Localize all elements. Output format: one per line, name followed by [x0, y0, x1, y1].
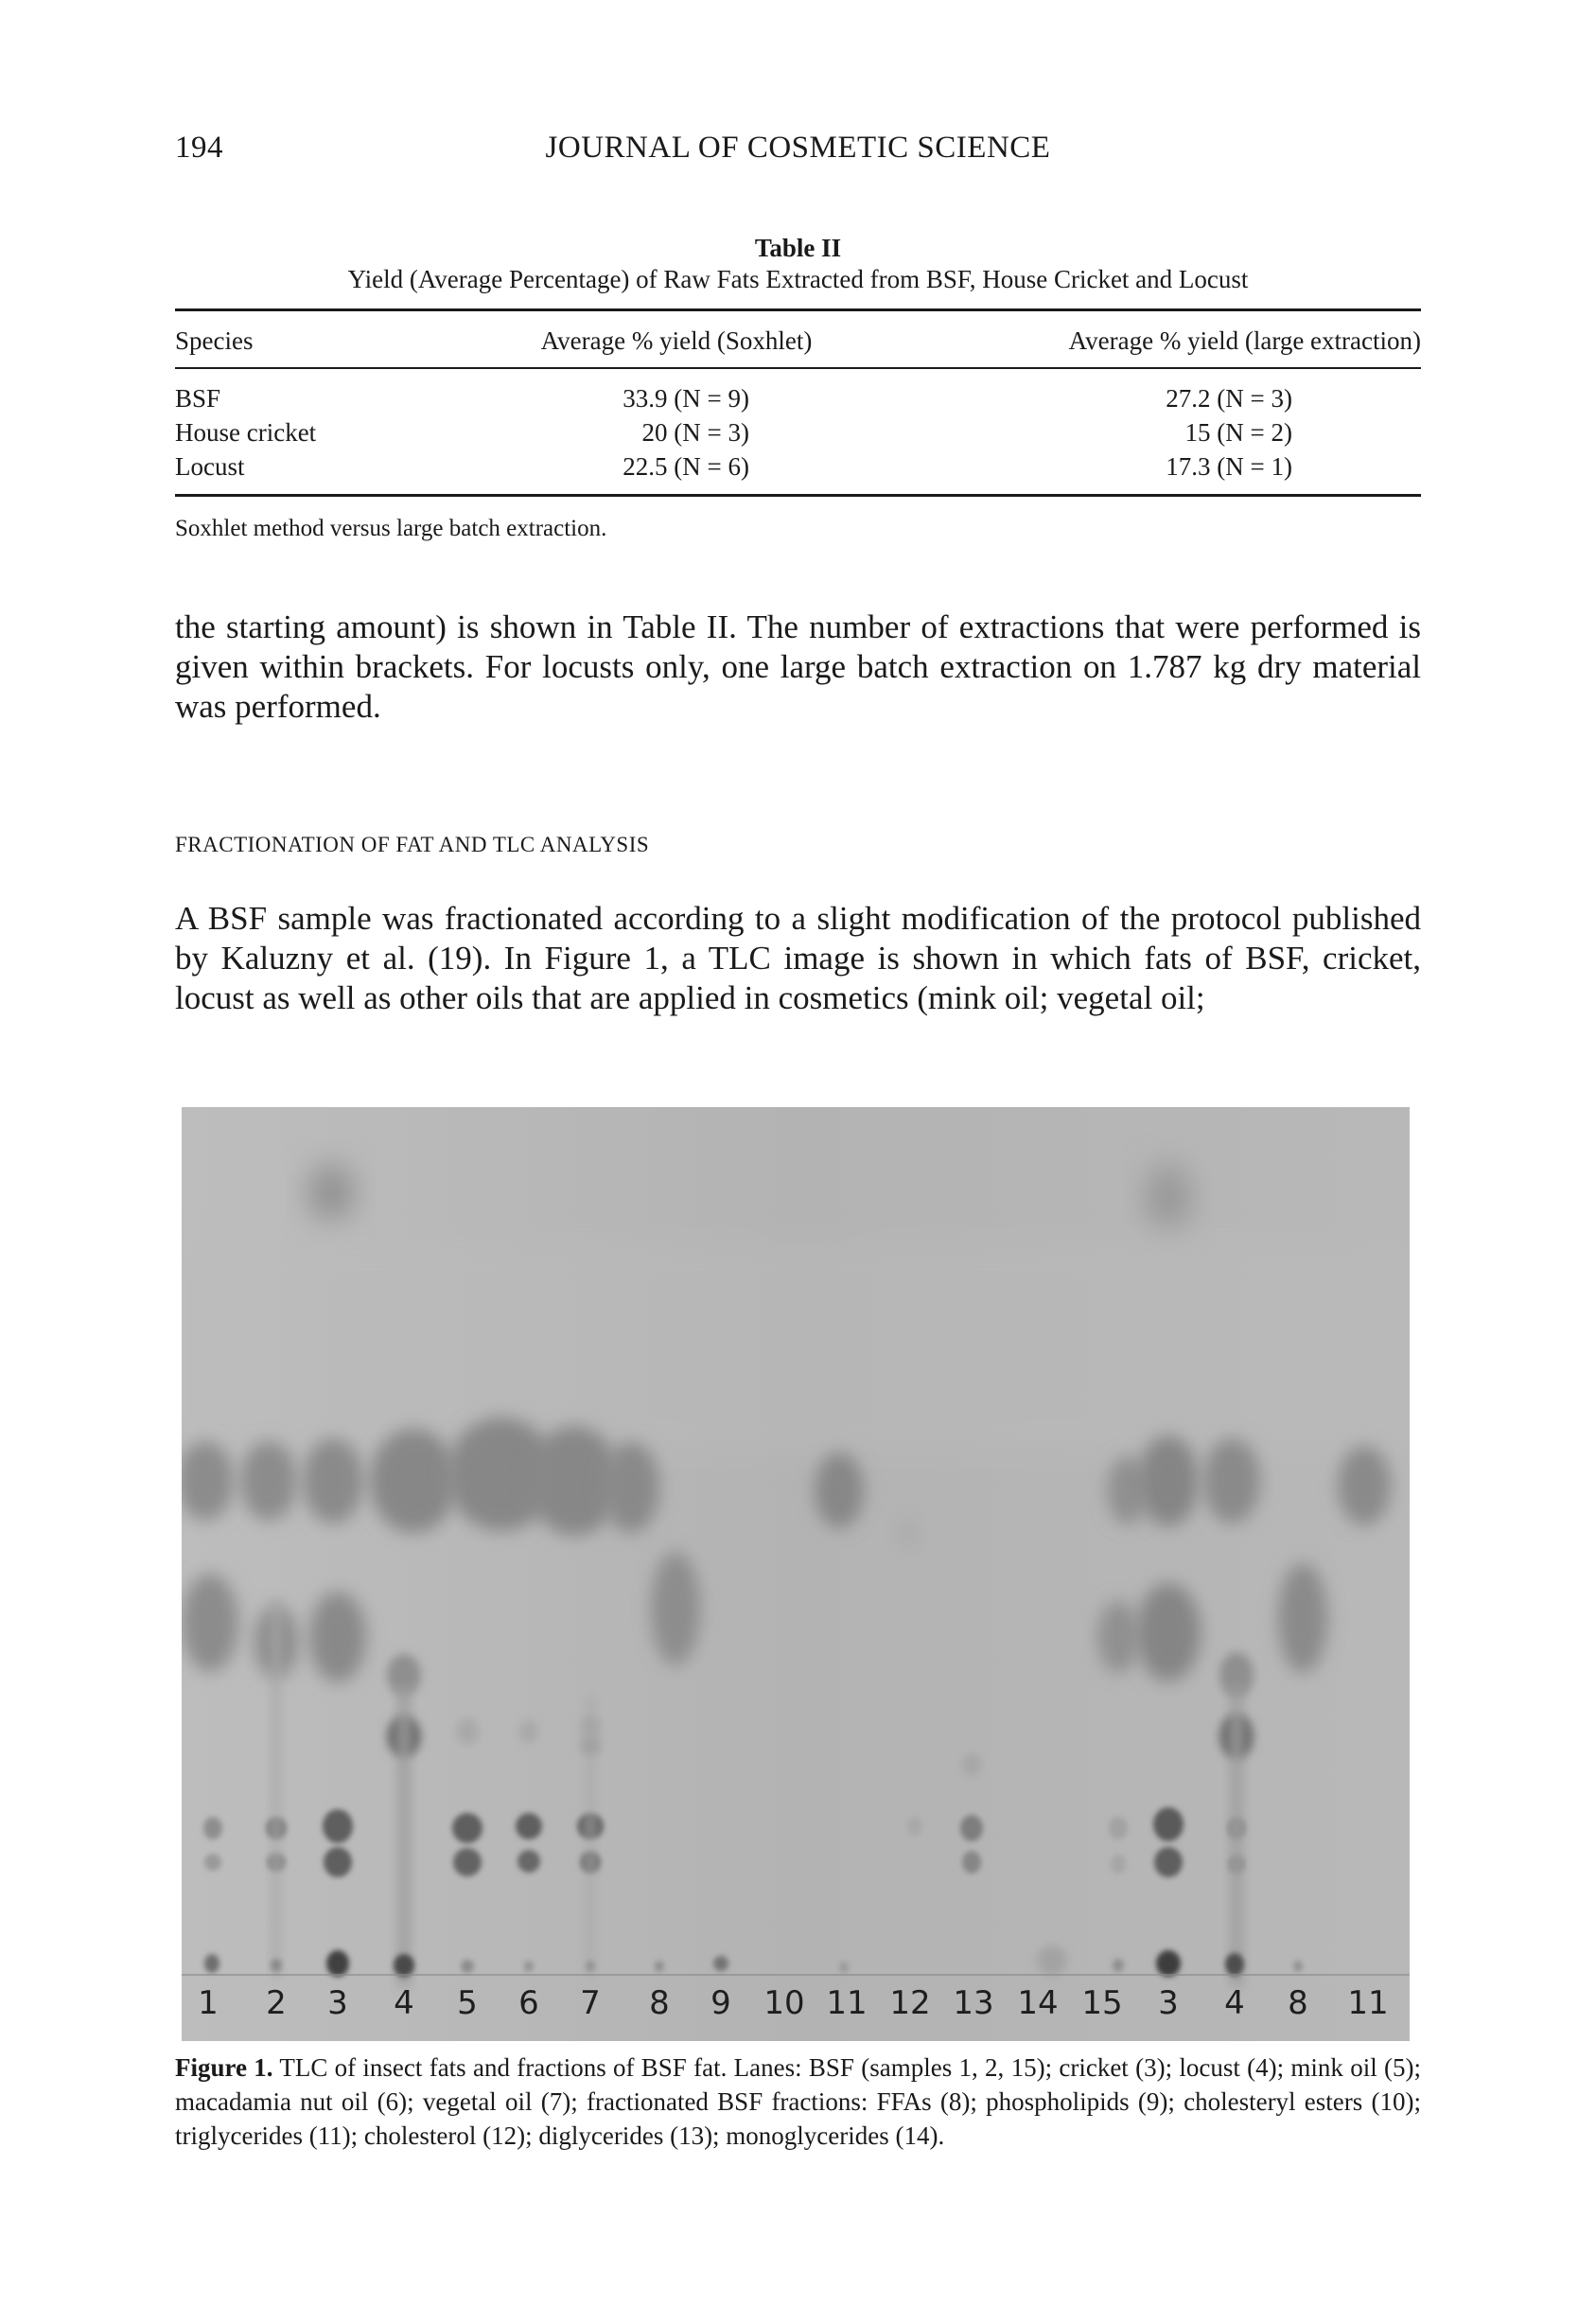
lane-label: 3 — [1158, 1984, 1179, 2022]
spot — [370, 1429, 457, 1533]
spot — [394, 1954, 414, 1977]
spot — [453, 1848, 482, 1876]
spot — [519, 1720, 538, 1743]
spot — [1097, 1601, 1139, 1673]
spot — [1153, 1807, 1184, 1841]
spot — [204, 1954, 219, 1973]
page-number: 194 — [175, 131, 223, 165]
section-heading: FRACTIONATION OF FAT AND TLC ANALYSIS — [175, 833, 650, 856]
table-cell-soxhlet: 22.5 (N = 6) — [623, 452, 749, 481]
lane-label: 2 — [266, 1984, 287, 2022]
spot — [1338, 1446, 1391, 1525]
spot — [1203, 1438, 1260, 1523]
table-header-species: Species — [175, 326, 254, 355]
tlc-plate-svg — [182, 1107, 1410, 2041]
table-top-rule — [175, 308, 1421, 311]
spot — [713, 1956, 728, 1971]
lane-label: 9 — [710, 1984, 731, 2022]
spot — [839, 1962, 849, 1973]
spot — [1154, 1847, 1183, 1877]
lane-label: 8 — [649, 1984, 670, 2022]
spot — [603, 1442, 659, 1533]
spot — [308, 1164, 354, 1221]
plate-haze — [182, 1240, 1410, 1457]
spot — [1037, 1945, 1067, 1976]
spot — [962, 1753, 981, 1776]
spot — [456, 1718, 479, 1745]
spot — [907, 1817, 922, 1836]
spot — [1146, 1164, 1191, 1230]
spot — [182, 1574, 238, 1672]
running-head — [175, 131, 1421, 172]
spot — [1278, 1563, 1327, 1673]
table-cell-large: 17.3 (N = 1) — [1166, 452, 1292, 481]
lane-label: 4 — [1224, 1984, 1245, 2022]
spot — [895, 1516, 921, 1550]
spot — [1225, 1953, 1244, 1976]
lane-streak — [585, 1694, 596, 1978]
paragraph-text: A BSF sample was fractionated according to a slight modification of the protocol published by Kaluzny et al. (19). In Figure 1, a TLC image is shown in which fats of BSF, cricket, locust as well as other oils that are applied in cosmetics (mink oil; vegetal oil; — [175, 900, 1421, 1016]
tlc-plate-image — [182, 1107, 1410, 2041]
journal-title: JOURNAL OF COSMETIC SCIENCE — [545, 131, 1051, 165]
spot — [323, 1809, 353, 1843]
spot — [655, 1961, 664, 1972]
lane-streak — [1229, 1684, 1244, 1987]
paragraph-text: the starting amount) is shown in Table II. The number of extractions that were performed is given within brackets. For locusts only, one large batch extraction on 1.787 kg dry material was performed. — [175, 608, 1421, 725]
spot — [1113, 1959, 1124, 1972]
table-cell-soxhlet: 33.9 (N = 9) — [623, 384, 749, 413]
table-cell-species: Locust — [175, 452, 245, 481]
spot — [651, 1552, 700, 1665]
spot — [586, 1961, 595, 1972]
table-subtitle: Yield (Average Percentage) of Raw Fats Extracted from BSF, House Cricket and Locust — [347, 265, 1249, 293]
spot — [203, 1817, 222, 1840]
spot — [1156, 1950, 1181, 1977]
lane-label: 15 — [1081, 1984, 1123, 2022]
figure-caption-text: TLC of insect fats and fractions of BSF fat. Lanes: BSF (samples 1, 2, 15); cricket (3); locust (4); mink oil (5); macadamia nut oil (6); vegetal oil (7); fractionated BSF fractions: FFAs (8); phospholipids (9); cholesteryl esters (10); triglycerides (11); cholesterol (12); diglycerides (13); monoglycerides (14). — [175, 2053, 1422, 2150]
lane-label: 1 — [198, 1984, 219, 2022]
spot — [516, 1813, 542, 1840]
lane-label: 3 — [327, 1984, 348, 2022]
spot — [204, 1854, 221, 1871]
spot — [815, 1452, 864, 1528]
lane-label: 7 — [580, 1984, 601, 2022]
lane-streak — [396, 1684, 412, 1987]
table-header-rule — [175, 367, 1421, 369]
lane-label: 5 — [457, 1984, 478, 2022]
lane-label: 12 — [889, 1984, 931, 2022]
table-header-soxhlet: Average % yield (Soxhlet) — [540, 326, 813, 355]
lane-label: 6 — [518, 1984, 539, 2022]
spot — [524, 1961, 534, 1972]
figure-label: Figure 1. — [175, 2053, 273, 2082]
body-paragraph — [175, 607, 1421, 727]
table-title: Table II — [754, 234, 842, 262]
spot — [1111, 1855, 1126, 1874]
spot — [309, 1592, 366, 1682]
lane-label: 14 — [1017, 1984, 1059, 2022]
table-cell-soxhlet: 20 (N = 3) — [641, 418, 749, 447]
spot — [962, 1851, 981, 1874]
lane-label: 11 — [1347, 1984, 1389, 2022]
table-cell-species: House cricket — [175, 418, 317, 447]
lane-label: 13 — [953, 1984, 994, 2022]
spot — [324, 1847, 352, 1877]
table-cell-species: BSF — [175, 384, 221, 413]
lane-label: 11 — [826, 1984, 868, 2022]
spot — [960, 1815, 983, 1841]
spot — [517, 1850, 540, 1873]
table-note: Soxhlet method versus large batch extraction. — [175, 516, 607, 541]
spot — [1136, 1583, 1201, 1681]
spot — [240, 1441, 297, 1521]
lane-label: 4 — [394, 1984, 414, 2022]
figure-caption — [175, 2051, 1421, 2153]
spot — [1109, 1817, 1128, 1840]
spot — [461, 1960, 474, 1973]
lane-label: 8 — [1288, 1984, 1308, 2022]
spot — [1293, 1961, 1303, 1972]
spot — [326, 1950, 349, 1977]
lane-streak — [271, 1599, 282, 1978]
table-cell-large: 15 (N = 2) — [1184, 418, 1292, 447]
body-paragraph — [175, 899, 1421, 1018]
lane-label: 10 — [763, 1984, 805, 2022]
spot — [303, 1438, 363, 1523]
table-header-large: Average % yield (large extraction) — [1068, 326, 1421, 355]
table-cell-large: 27.2 (N = 3) — [1166, 384, 1292, 413]
spot — [271, 1959, 282, 1972]
spot — [452, 1813, 482, 1843]
spot — [1138, 1435, 1199, 1526]
table-bottom-rule — [175, 494, 1421, 497]
